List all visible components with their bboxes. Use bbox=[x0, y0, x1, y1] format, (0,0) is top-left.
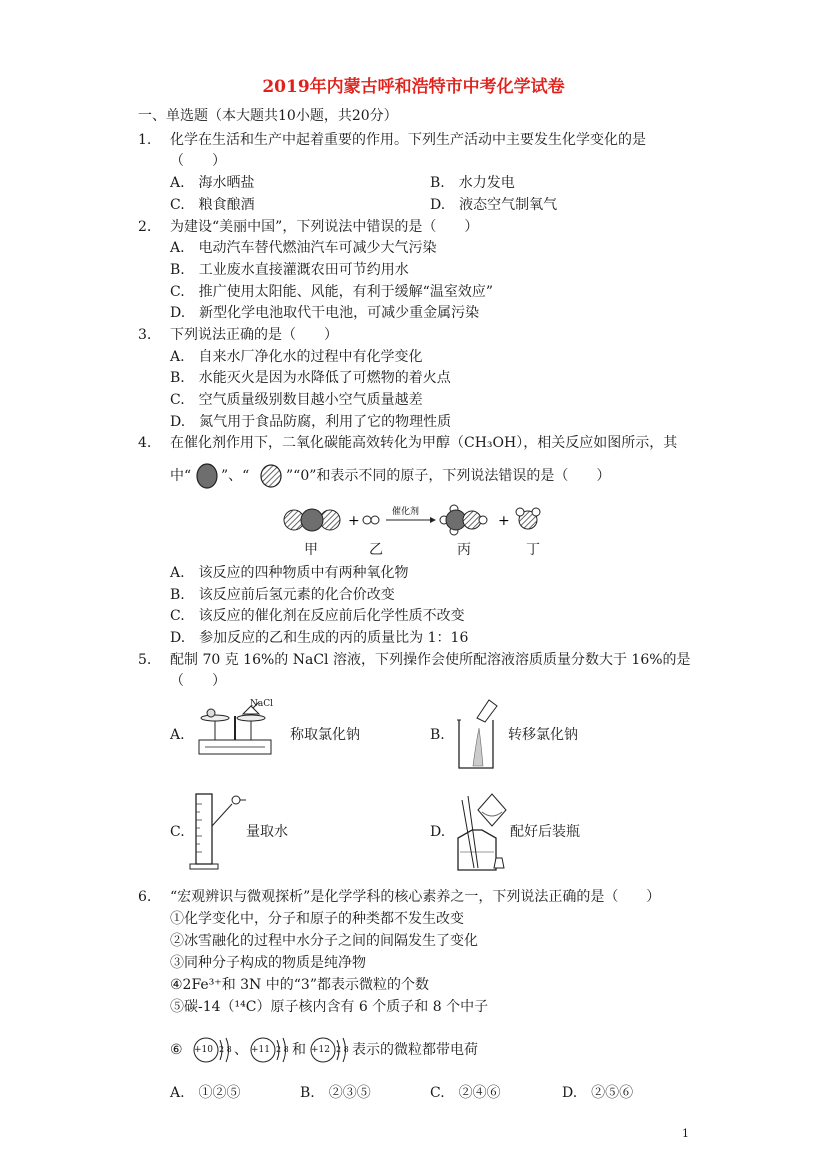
svg-text:+: + bbox=[498, 513, 510, 529]
ion-2-charge: +11 bbox=[251, 1045, 270, 1055]
q3-option-a[interactable]: A. 自来水厂净化水的过程中有化学变化 bbox=[170, 349, 423, 365]
q5-option-b-text: 转移氯化钠 bbox=[508, 727, 578, 743]
beaker-transfer-icon bbox=[455, 698, 500, 773]
question-5-paren: （ ） bbox=[170, 673, 226, 689]
q5-option-b-letter[interactable]: B. bbox=[430, 727, 445, 743]
molecule-h2o bbox=[516, 508, 540, 529]
molecule-h2 bbox=[363, 516, 379, 524]
q5-option-c-letter[interactable]: C. bbox=[170, 824, 185, 840]
q6-option-c[interactable]: C. ②④⑥ bbox=[430, 1085, 501, 1101]
q6-separator-2: 和 bbox=[292, 1042, 306, 1058]
graduated-cylinder-icon bbox=[188, 790, 248, 872]
label-ding: 丁 bbox=[526, 542, 540, 558]
question-1-stem: 化学在生活和生产中起着重要的作用。下列生产活动中主要发生化学变化的是 bbox=[170, 132, 646, 148]
question-3-number: 3. bbox=[138, 327, 152, 343]
q6-item-2: ②冰雪融化的过程中水分子之间的间隔发生了变化 bbox=[170, 933, 478, 949]
page-title: 2019年内蒙古呼和浩特市中考化学试卷 bbox=[262, 77, 565, 97]
question-2-stem: 为建设“美丽中国”，下列说法中错误的是（ ） bbox=[170, 219, 479, 235]
ion-diagram-1 bbox=[190, 1034, 234, 1066]
hatched-atom-icon bbox=[259, 462, 283, 490]
q5-option-d-letter[interactable]: D. bbox=[430, 824, 446, 840]
page-number: 1 bbox=[682, 1127, 689, 1140]
svg-text:+: + bbox=[348, 513, 360, 529]
question-1-number: 1. bbox=[138, 132, 152, 148]
label-yi: 乙 bbox=[369, 542, 383, 558]
q6-item-4: ④2Fe³⁺和 3N 中的“3”都表示微粒的个数 bbox=[170, 977, 429, 993]
question-2-number: 2. bbox=[138, 219, 152, 235]
q4-option-c[interactable]: C. 该反应的催化剂在反应前后化学性质不改变 bbox=[170, 608, 465, 624]
question-6-stem: “宏观辨识与微观探析”是化学学科的核心素养之一，下列说法正确的是（ ） bbox=[170, 889, 661, 905]
ion-3-charge: +12 bbox=[311, 1045, 330, 1055]
question-4-stem-line2b: ”、“ bbox=[221, 468, 250, 484]
q2-option-d[interactable]: D. 新型化学电池取代干电池，可减少重金属污染 bbox=[170, 305, 480, 321]
q6-item-1: ①化学变化中，分子和原子的种类都不发生改变 bbox=[170, 911, 464, 927]
bottle-stopper-icon bbox=[492, 856, 506, 870]
dark-atom-icon bbox=[196, 462, 218, 490]
q5-option-d-text: 配好后装瓶 bbox=[510, 824, 580, 840]
q2-option-b[interactable]: B. 工业废水直接灌溉农田可节约用水 bbox=[170, 262, 409, 278]
question-6-number: 6. bbox=[138, 889, 152, 905]
q6-option-a[interactable]: A. ①②⑤ bbox=[170, 1085, 241, 1101]
catalyst-label: 催化剂 bbox=[392, 507, 420, 517]
q1-option-d[interactable]: D. 液态空气制氧气 bbox=[430, 197, 558, 213]
q6-option-d[interactable]: D. ②⑤⑥ bbox=[562, 1085, 634, 1101]
q2-option-a[interactable]: A. 电动汽车替代燃油汽车可减少大气污染 bbox=[170, 240, 437, 256]
q5-option-a-text: 称取氯化钠 bbox=[290, 727, 360, 743]
q4-option-a[interactable]: A. 该反应的四种物质中有两种氧化物 bbox=[170, 565, 409, 581]
q5-option-a-letter[interactable]: A. bbox=[170, 727, 185, 743]
reaction-diagram bbox=[280, 500, 560, 540]
question-4-stem-line2a: 中“ bbox=[170, 468, 192, 484]
question-3-stem: 下列说法正确的是（ ） bbox=[170, 327, 338, 343]
section-heading: 一、单选题（本大题共10小题，共20分） bbox=[138, 108, 398, 124]
ion-1-shells: 2 8 bbox=[219, 1045, 232, 1054]
q1-option-c[interactable]: C. 粮食酿酒 bbox=[170, 197, 255, 213]
question-4-stem-line2c: ”“0”和表示不同的原子，下列说法错误的是（ ） bbox=[286, 468, 611, 484]
question-5-stem: 配制 70 克 16%的 NaCl 溶液，下列操作会使所配溶液溶质质量分数大于 16%的是 bbox=[170, 652, 691, 668]
q1-option-b[interactable]: B. 水力发电 bbox=[430, 175, 515, 191]
q4-option-d[interactable]: D. 参加反应的乙和生成的丙的质量比为 1：16 bbox=[170, 630, 469, 646]
ion-2-shells: 2 8 bbox=[276, 1045, 289, 1054]
ion-diagram-2 bbox=[247, 1034, 291, 1066]
ion-1-charge: +10 bbox=[194, 1045, 213, 1055]
q6-item-3: ③同种分子构成的物质是纯净物 bbox=[170, 955, 366, 971]
question-5-number: 5. bbox=[138, 652, 152, 668]
q5-option-c-text: 量取水 bbox=[246, 824, 288, 840]
q6-item-5: ⑤碳-14（¹⁴C）原子核内含有 6 个质子和 8 个中子 bbox=[170, 999, 489, 1015]
label-jia: 甲 bbox=[304, 542, 318, 558]
question-1-paren: （ ） bbox=[170, 153, 226, 169]
q1-option-a[interactable]: A. 海水晒盐 bbox=[170, 175, 255, 191]
question-4-number: 4. bbox=[138, 435, 152, 451]
nacl-label: NaCl bbox=[250, 699, 274, 709]
ion-diagram-3 bbox=[307, 1034, 351, 1066]
q6-separator-1: 、 bbox=[234, 1042, 248, 1058]
q4-option-b[interactable]: B. 该反应前后氢元素的化合价改变 bbox=[170, 587, 395, 603]
molecule-co2 bbox=[284, 509, 340, 531]
q6-item-6-prefix: ⑥ bbox=[170, 1042, 183, 1058]
q6-option-b[interactable]: B. ②③⑤ bbox=[300, 1085, 371, 1101]
q6-item-6-suffix: 表示的微粒都带电荷 bbox=[352, 1042, 478, 1058]
question-4-stem-line1: 在催化剂作用下，二氧化碳能高效转化为甲醇（CH₃OH），相关反应如图所示，其 bbox=[170, 435, 678, 451]
q3-option-c[interactable]: C. 空气质量级别数目越小空气质量越差 bbox=[170, 392, 423, 408]
ion-3-shells: 2 8 bbox=[336, 1045, 349, 1054]
molecule-ch3oh bbox=[440, 505, 487, 535]
q3-option-d[interactable]: D. 氮气用于食品防腐，利用了它的物理性质 bbox=[170, 414, 452, 430]
q3-option-b[interactable]: B. 水能灭火是因为水降低了可燃物的着火点 bbox=[170, 370, 451, 386]
label-bing: 丙 bbox=[457, 542, 471, 558]
q2-option-c[interactable]: C. 推广使用太阳能、风能，有利于缓解“温室效应” bbox=[170, 284, 493, 300]
